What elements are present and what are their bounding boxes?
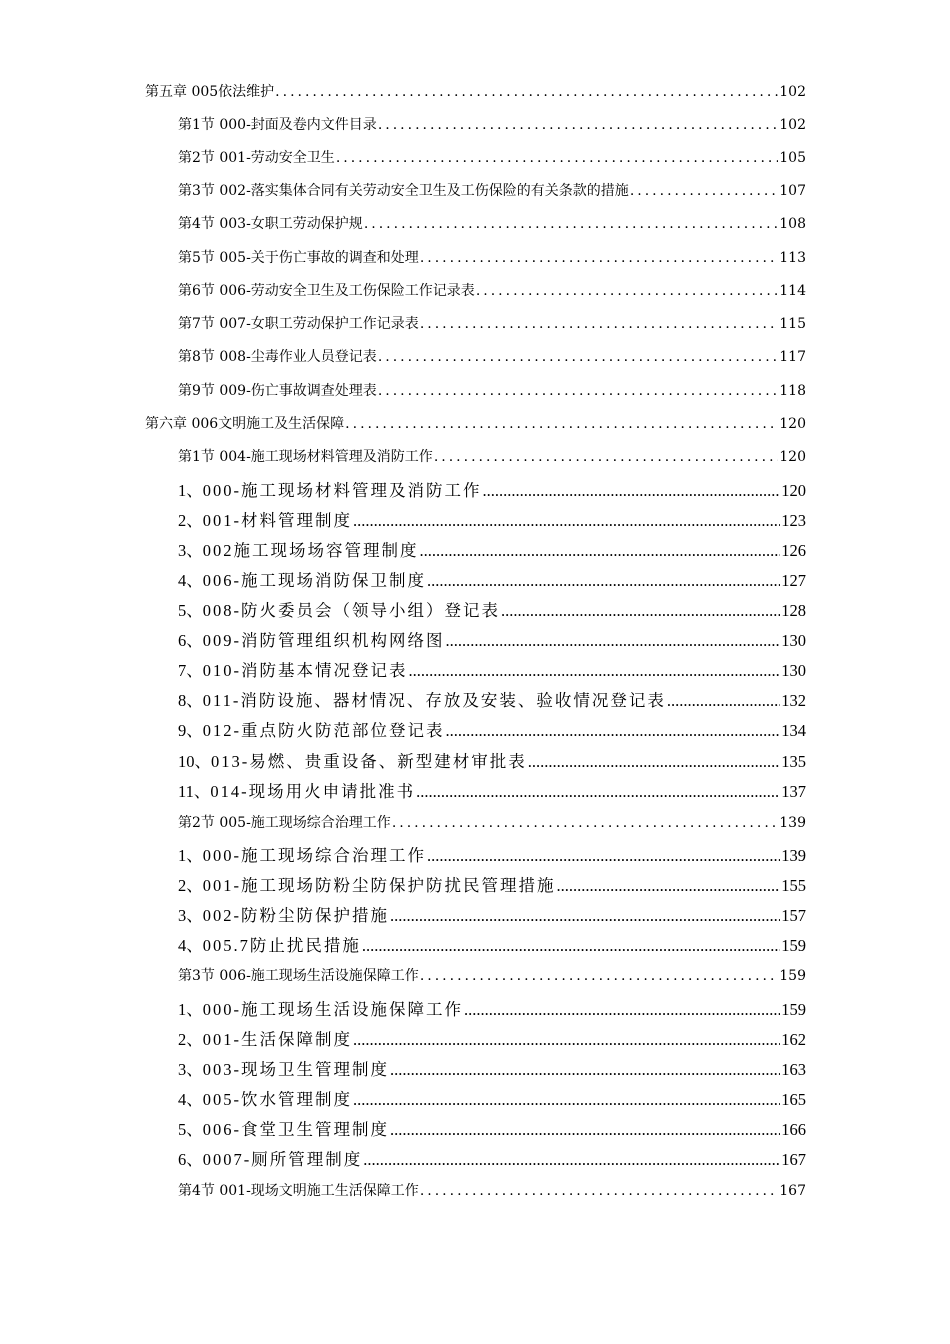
toc-item[interactable] <box>178 659 806 683</box>
dot-leader <box>353 1028 780 1052</box>
toc-page-number: 114 <box>779 283 806 299</box>
toc-title: 第8节 008-尘毒作业人员登记表 <box>178 349 377 365</box>
toc-item-number: 6、 <box>178 1150 203 1169</box>
toc-item-number: 4、 <box>178 1090 203 1109</box>
toc-item-number: 1、 <box>178 846 203 865</box>
dot-leader <box>446 719 781 743</box>
toc-item-number: 5、 <box>178 601 203 620</box>
toc-page-number: 159 <box>779 968 806 984</box>
toc-item-number: 5、 <box>178 1120 203 1139</box>
toc-page-number: 117 <box>779 349 806 365</box>
dot-leader <box>362 934 780 958</box>
toc-section[interactable] <box>178 1181 806 1201</box>
toc-page-number: 123 <box>781 511 806 530</box>
dot-leader <box>630 181 778 201</box>
dot-leader <box>464 998 780 1022</box>
dot-leader <box>420 314 778 334</box>
dot-leader <box>378 347 778 367</box>
toc-page-number: 128 <box>781 601 806 620</box>
toc-item[interactable] <box>178 569 806 593</box>
toc-section[interactable] <box>178 966 806 986</box>
toc-item-number: 1、 <box>178 1000 203 1019</box>
toc-item-number: 4、 <box>178 936 203 955</box>
toc-item-number: 2、 <box>178 1030 203 1049</box>
dot-leader <box>420 539 781 563</box>
dot-leader <box>390 904 780 928</box>
dot-leader <box>345 414 778 434</box>
toc-page-number: 165 <box>781 1090 806 1109</box>
dot-leader <box>409 659 781 683</box>
toc-item[interactable] <box>178 1088 806 1112</box>
dot-leader <box>427 569 780 593</box>
toc-page-number: 108 <box>779 216 806 232</box>
toc-item-number: 7、 <box>178 661 203 680</box>
toc-section[interactable] <box>178 381 806 401</box>
toc-item[interactable] <box>178 1058 806 1082</box>
toc-item-number: 8、 <box>178 691 203 710</box>
toc-item[interactable] <box>178 1028 806 1052</box>
toc-title: 0007-厕所管理制度 <box>202 1150 363 1169</box>
toc-title: 第2节 005-施工现场综合治理工作 <box>178 815 391 831</box>
toc-page-number: 120 <box>779 416 806 432</box>
dot-leader <box>336 148 778 168</box>
toc-item-number: 9、 <box>178 721 203 740</box>
toc-section[interactable] <box>178 813 806 833</box>
toc-page-number: 102 <box>779 117 806 133</box>
toc-title: 000-施工现场综合治理工作 <box>202 846 426 865</box>
toc-item[interactable] <box>178 1118 806 1142</box>
dot-leader <box>390 1058 780 1082</box>
toc-item[interactable] <box>178 844 806 868</box>
toc-title: 第4节 001-现场文明施工生活保障工作 <box>178 1183 419 1199</box>
toc-item-number: 3、 <box>178 906 203 925</box>
toc-section[interactable] <box>178 248 806 268</box>
toc-title: 005.7防止扰民措施 <box>202 936 361 955</box>
toc-title: 第9节 009-伤亡事故调查处理表 <box>178 383 377 399</box>
dot-leader <box>667 689 780 713</box>
dot-leader <box>392 813 778 833</box>
dot-leader <box>390 1118 780 1142</box>
toc-title: 第五章 005依法维护 <box>145 84 275 100</box>
dot-leader <box>434 447 778 467</box>
toc-item-number: 1、 <box>178 481 203 500</box>
toc-item[interactable] <box>178 904 806 928</box>
toc-page-number: 159 <box>781 1000 806 1019</box>
dot-leader <box>501 599 780 623</box>
toc-page-number: 130 <box>781 631 806 650</box>
toc-item[interactable] <box>178 509 806 533</box>
toc-section[interactable] <box>178 148 806 168</box>
toc-item[interactable] <box>178 1148 806 1172</box>
dot-leader <box>364 214 778 234</box>
dot-leader <box>420 1181 778 1201</box>
toc-title: 001-施工现场防粉尘防保护防扰民管理措施 <box>202 876 556 895</box>
toc-title: 010-消防基本情况登记表 <box>202 661 408 680</box>
toc-page-number: 134 <box>781 721 806 740</box>
toc-item[interactable] <box>178 750 806 774</box>
toc-section[interactable] <box>178 447 806 467</box>
toc-title: 003-现场卫生管理制度 <box>202 1060 389 1079</box>
toc-section[interactable] <box>178 181 806 201</box>
toc-page-number: 163 <box>781 1060 806 1079</box>
dot-leader <box>483 479 781 503</box>
toc-item[interactable] <box>178 539 806 563</box>
toc-page-number: 102 <box>779 84 806 100</box>
dot-leader <box>557 874 781 898</box>
toc-title: 005-饮水管理制度 <box>202 1090 352 1109</box>
toc-page-number: 126 <box>781 541 806 560</box>
toc-title: 第6节 006-劳动安全卫生及工伤保险工作记录表 <box>178 283 475 299</box>
toc-page-number: 159 <box>781 936 806 955</box>
toc-title: 第5节 005-关于伤亡事故的调查和处理 <box>178 250 419 266</box>
toc-title: 第3节 002-落实集体合同有关劳动安全卫生及工伤保险的有关条款的措施 <box>178 183 629 199</box>
toc-title: 013-易燃、贵重设备、新型建材审批表 <box>211 752 527 771</box>
toc-page-number: 107 <box>779 183 806 199</box>
toc-title: 第3节 006-施工现场生活设施保障工作 <box>178 968 419 984</box>
toc-item-number: 2、 <box>178 876 203 895</box>
toc-title: 008-防火委员会（领导小组）登记表 <box>202 601 500 620</box>
toc-item[interactable] <box>178 719 806 743</box>
toc-section[interactable] <box>178 314 806 334</box>
toc-section[interactable] <box>178 214 806 234</box>
toc-title: 006-食堂卫生管理制度 <box>202 1120 389 1139</box>
dot-leader <box>528 750 781 774</box>
toc-title: 第7节 007-女职工劳动保护工作记录表 <box>178 316 419 332</box>
toc-item[interactable] <box>178 998 806 1022</box>
toc-page-number: 157 <box>781 906 806 925</box>
toc-title: 第1节 004-施工现场材料管理及消防工作 <box>178 449 433 465</box>
toc-page-number: 135 <box>781 752 806 771</box>
toc-item[interactable] <box>178 479 806 503</box>
toc-page-number: 166 <box>781 1120 806 1139</box>
dot-leader <box>427 844 780 868</box>
toc-title: 000-施工现场生活设施保障工作 <box>202 1000 463 1019</box>
dot-leader <box>353 1088 780 1112</box>
toc-title: 000-施工现场材料管理及消防工作 <box>202 481 482 500</box>
toc-section[interactable] <box>178 115 806 135</box>
dot-leader <box>378 115 778 135</box>
dot-leader <box>420 966 778 986</box>
dot-leader <box>275 82 778 102</box>
toc-title: 002施工现场场容管理制度 <box>202 541 419 560</box>
toc-page-number: 162 <box>781 1030 806 1049</box>
toc-title: 011-消防设施、器材情况、存放及安装、验收情况登记表 <box>202 691 666 710</box>
toc-item-number: 2、 <box>178 511 203 530</box>
dot-leader <box>420 248 778 268</box>
toc-page-number: 139 <box>779 815 806 831</box>
toc-page-number: 139 <box>781 846 806 865</box>
toc-page-number: 130 <box>781 661 806 680</box>
toc-item-number: 3、 <box>178 1060 203 1079</box>
toc-title: 014-现场用火申请批准书 <box>210 782 416 801</box>
dot-leader <box>446 629 781 653</box>
toc-page-number: 155 <box>781 876 806 895</box>
dot-leader <box>378 381 778 401</box>
toc-item-number: 4、 <box>178 571 203 590</box>
toc-title: 006-施工现场消防保卫制度 <box>202 571 426 590</box>
toc-item[interactable] <box>178 629 806 653</box>
toc-chapter-6[interactable] <box>145 414 806 434</box>
toc-item-number: 3、 <box>178 541 203 560</box>
toc-page-number: 167 <box>779 1183 806 1199</box>
toc-page-number: 105 <box>779 150 806 166</box>
toc-page-number: 132 <box>781 691 806 710</box>
toc-page-number: 115 <box>779 316 806 332</box>
dot-leader <box>353 509 780 533</box>
toc-title: 002-防粉尘防保护措施 <box>202 906 389 925</box>
toc-section[interactable] <box>178 347 806 367</box>
dot-leader <box>363 1148 780 1172</box>
toc-page-number: 113 <box>779 250 806 266</box>
toc-page-number: 118 <box>779 383 806 399</box>
toc-item[interactable] <box>178 780 806 804</box>
toc-title: 第1节 000-封面及卷内文件目录 <box>178 117 377 133</box>
toc-item-number: 11、 <box>178 782 211 801</box>
toc-chapter-5[interactable] <box>145 82 806 102</box>
toc-page-number: 120 <box>779 449 806 465</box>
toc-page-number: 167 <box>781 1150 806 1169</box>
toc-item-number: 10、 <box>178 752 211 771</box>
toc-item[interactable] <box>178 689 806 713</box>
toc-title: 012-重点防火防范部位登记表 <box>202 721 445 740</box>
toc-title: 第六章 006文明施工及生活保障 <box>145 416 345 432</box>
dot-leader <box>416 780 780 804</box>
toc-page-number: 127 <box>781 571 806 590</box>
toc-page-number: 120 <box>781 481 806 500</box>
toc-title: 第4节 003-女职工劳动保护规 <box>178 216 363 232</box>
toc-item[interactable] <box>178 599 806 623</box>
toc-title: 001-生活保障制度 <box>202 1030 352 1049</box>
toc-title: 001-材料管理制度 <box>202 511 352 530</box>
toc-item[interactable] <box>178 874 806 898</box>
toc-title: 009-消防管理组织机构网络图 <box>202 631 445 650</box>
toc-page-number: 137 <box>781 782 806 801</box>
toc-title: 第2节 001-劳动安全卫生 <box>178 150 335 166</box>
toc-item[interactable] <box>178 934 806 958</box>
toc-item-number: 6、 <box>178 631 203 650</box>
dot-leader <box>476 281 778 301</box>
toc-section[interactable] <box>178 281 806 301</box>
